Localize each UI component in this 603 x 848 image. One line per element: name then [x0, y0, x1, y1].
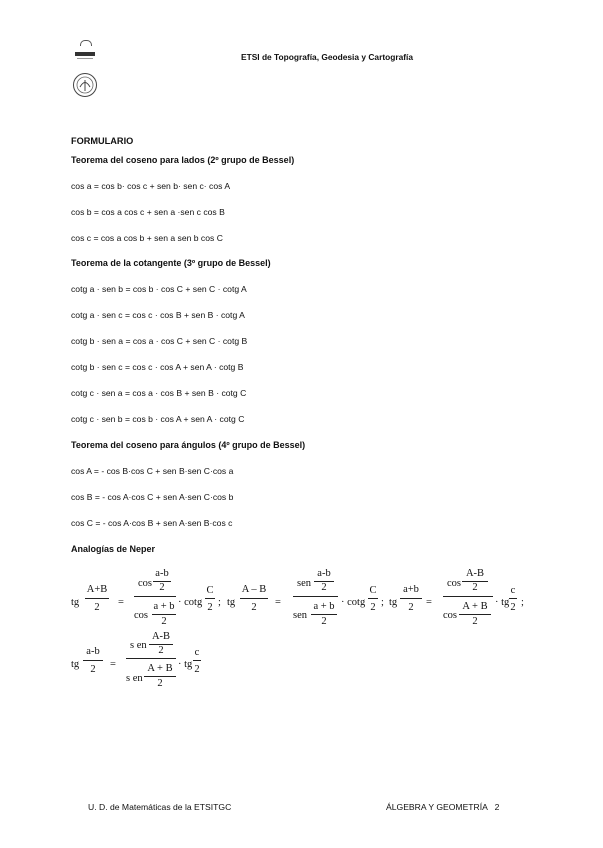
math-text: a+b	[403, 584, 419, 595]
math-eq: =	[426, 597, 432, 608]
math-text: 2	[321, 582, 327, 593]
math-text: c	[194, 647, 200, 658]
math-text: 2	[159, 582, 165, 593]
math-eq: =	[110, 659, 116, 670]
math-text: ;	[381, 597, 384, 608]
math-text: sen	[293, 610, 307, 621]
math-text: s en	[126, 673, 143, 684]
formula: cos a = cos b· cos c + sen b· sen c· cos A	[71, 181, 231, 191]
math-text: a + b	[313, 601, 335, 612]
math-text: cos	[443, 610, 457, 621]
math-text: 2	[194, 664, 200, 675]
formula: cos b = cos a cos c + sen a ·sen c cos B	[71, 207, 225, 217]
section-heading: Analogías de Neper	[71, 544, 156, 554]
math-text: · tg	[178, 659, 193, 670]
math-text: 2	[161, 616, 167, 627]
math-text: · tg	[495, 597, 510, 608]
math-text: A-B	[151, 631, 171, 642]
math-text: 2	[158, 645, 164, 656]
formula: cotg b · sen c = cos c · cos A + sen A · cotg B	[71, 362, 244, 372]
math-text: 2	[472, 582, 478, 593]
math-tg: tg	[71, 597, 80, 608]
math-text: A – B	[241, 584, 267, 595]
math-text: ;	[521, 597, 524, 608]
math-tg: tg	[227, 597, 236, 608]
math-text: a-b	[155, 568, 169, 579]
footer-left: U. D. de Matemáticas de la ETSITGC	[88, 802, 232, 812]
university-logo	[74, 40, 96, 60]
math-text: 2	[510, 602, 516, 613]
formula: cotg a · sen b = cos b · cos C + sen C · cotg A	[71, 284, 247, 294]
math-text: cos	[138, 578, 152, 589]
formula: cos c = cos a cos b + sen a sen b cos C	[71, 233, 223, 243]
math-text: ;	[218, 597, 221, 608]
footer-right: ÁLGEBRA Y GEOMETRÍA 2	[386, 802, 500, 812]
page-title: FORMULARIO	[71, 136, 134, 146]
math-text: A+B	[86, 584, 108, 595]
formula: cos A = - cos B·cos C + sen B·sen C·cos a	[71, 466, 234, 476]
math-text: 2	[157, 678, 163, 689]
math-text: C	[206, 585, 214, 596]
math-eq: =	[275, 597, 281, 608]
formula: cotg c · sen a = cos a · cos B + sen B · cotg C	[71, 388, 247, 398]
math-text: 2	[207, 602, 213, 613]
header-title: ETSI de Topografía, Geodesia y Cartografía	[241, 52, 414, 62]
math-text: cos	[134, 610, 148, 621]
math-text: a-b	[86, 646, 100, 657]
math-text: s en	[130, 640, 147, 651]
math-tg: tg	[71, 659, 80, 670]
formula: cotg b · sen a = cos a · cos C + sen C · cotg B	[71, 336, 248, 346]
formula: cos B = - cos A·cos C + sen A·sen C·cos b	[71, 492, 234, 502]
math-text: 2	[321, 616, 327, 627]
math-text: 2	[90, 664, 96, 675]
section-heading: Teorema del coseno para ángulos (4º grupo de Bessel)	[71, 440, 306, 450]
math-text: c	[510, 585, 516, 596]
school-seal-icon	[72, 72, 98, 98]
math-text: A + B	[147, 663, 173, 674]
math-text: · cotg	[178, 597, 203, 608]
formula: cotg a · sen c = cos c · cos B + sen B · cotg A	[71, 310, 245, 320]
formula: cotg c · sen b = cos b · cos A + sen A · cotg C	[71, 414, 245, 424]
section-heading: Teorema del coseno para lados (2º grupo de Bessel)	[71, 155, 295, 165]
math-text: sen	[297, 578, 311, 589]
math-tg: tg	[389, 597, 398, 608]
math-text: 2	[408, 602, 414, 613]
math-text: 2	[472, 616, 478, 627]
math-text: a-b	[317, 568, 331, 579]
math-eq: =	[118, 597, 124, 608]
math-text: cos	[447, 578, 461, 589]
math-text: C	[369, 585, 377, 596]
section-heading: Teorema de la cotangente (3º grupo de Bessel)	[71, 258, 271, 268]
math-text: A + B	[462, 601, 488, 612]
math-text: 2	[370, 602, 376, 613]
math-text: 2	[251, 602, 257, 613]
math-text: 2	[94, 602, 100, 613]
math-text: A-B	[465, 568, 485, 579]
math-text: a + b	[153, 601, 175, 612]
math-text: · cotg	[341, 597, 366, 608]
formula: cos C = - cos A·cos B + sen A·sen B·cos c	[71, 518, 233, 528]
